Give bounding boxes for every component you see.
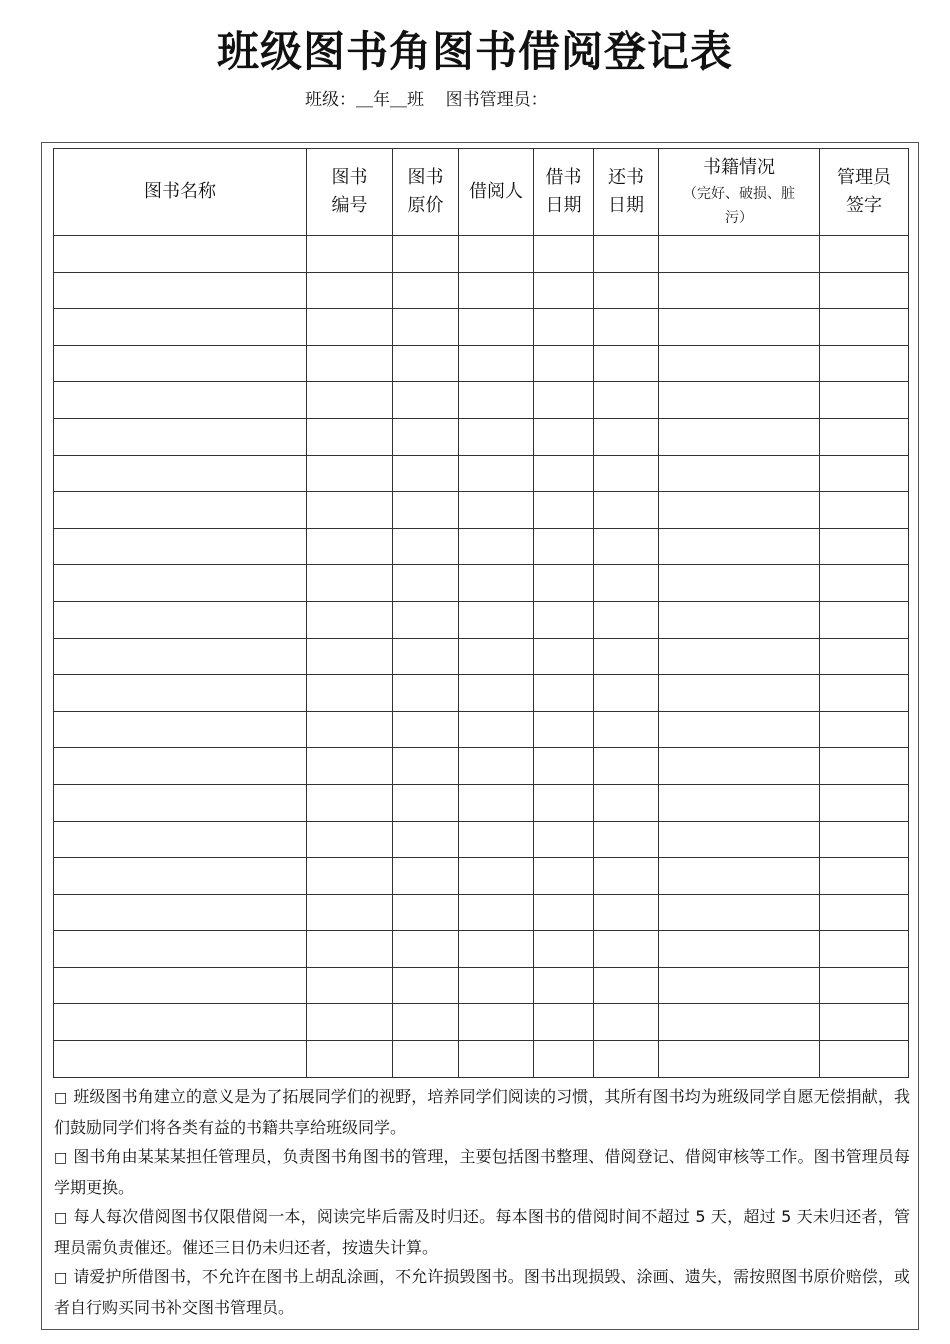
cell-number[interactable] [307,821,393,858]
cell-name[interactable] [54,711,307,748]
table-row [54,601,909,638]
cell-borrower[interactable] [459,858,534,895]
cell-signature[interactable] [820,601,909,638]
cell-name[interactable] [54,455,307,492]
cell-number[interactable] [307,492,393,529]
table-row [54,711,909,748]
cell-name[interactable] [54,345,307,382]
cell-return-date[interactable] [594,565,659,602]
cell-borrower[interactable] [459,821,534,858]
table-row [54,1041,909,1078]
cell-return-date[interactable] [594,821,659,858]
cell-borrower[interactable] [459,675,534,712]
table-row [54,675,909,712]
cell-name[interactable] [54,492,307,529]
cell-signature[interactable] [820,418,909,455]
cell-return-date[interactable] [594,601,659,638]
cell-borrow-date[interactable] [534,345,594,382]
cell-signature[interactable] [820,784,909,821]
cell-number[interactable] [307,236,393,273]
table-row [54,236,909,273]
col-admin-signature: 管理员 签字 [820,149,909,236]
cell-price[interactable] [393,821,459,858]
cell-borrower[interactable] [459,1004,534,1041]
cell-borrow-date[interactable] [534,272,594,309]
col-return-date: 还书 日期 [594,149,659,236]
cell-name[interactable] [54,967,307,1004]
cell-condition[interactable] [659,784,820,821]
table-row [54,931,909,968]
cell-borrower[interactable] [459,309,534,346]
table-body [54,236,909,1078]
cell-borrower[interactable] [459,418,534,455]
table-row [54,382,909,419]
cell-borrower[interactable] [459,455,534,492]
cell-number[interactable] [307,418,393,455]
table-row [54,858,909,895]
cell-condition[interactable] [659,528,820,565]
cell-condition[interactable] [659,858,820,895]
cell-borrow-date[interactable] [534,565,594,602]
cell-borrow-date[interactable] [534,858,594,895]
cell-name[interactable] [54,858,307,895]
cell-return-date[interactable] [594,272,659,309]
cell-name[interactable] [54,638,307,675]
cell-borrow-date[interactable] [534,967,594,1004]
col-book-name: 图书名称 [54,149,307,236]
cell-number[interactable] [307,345,393,382]
cell-condition[interactable] [659,1004,820,1041]
cell-number[interactable] [307,784,393,821]
note-item: □ 班级图书角建立的意义是为了拓展同学们的视野，培养同学们阅读的习惯，其所有图书均为班级同学自愿无偿捐献，我们鼓励同学们将各类有益的书籍共享给班级同学。 [54,1087,910,1137]
cell-borrow-date[interactable] [534,894,594,931]
cell-condition[interactable] [659,272,820,309]
note-item: □ 每人每次借阅图书仅限借阅一本，阅读完毕后需及时归还。每本图书的借阅时间不超过 5 天，超过 5 天未归还者，管理员需负责催还。催还三日仍未归还者，按遗失计算。 [54,1207,910,1257]
cell-signature[interactable] [820,931,909,968]
table-row [54,894,909,931]
cell-name[interactable] [54,601,307,638]
cell-price[interactable] [393,675,459,712]
cell-price[interactable] [393,455,459,492]
col-book-condition: 书籍情况 （完好、破损、脏 污） [659,149,820,236]
cell-name[interactable] [54,418,307,455]
cell-borrow-date[interactable] [534,821,594,858]
cell-name[interactable] [54,309,307,346]
cell-signature[interactable] [820,565,909,602]
cell-borrower[interactable] [459,345,534,382]
cell-price[interactable] [393,418,459,455]
table-row [54,528,909,565]
cell-borrower[interactable] [459,711,534,748]
cell-signature[interactable] [820,455,909,492]
cell-signature[interactable] [820,858,909,895]
table-row [54,418,909,455]
table-row [54,784,909,821]
cell-name[interactable] [54,236,307,273]
table-row [54,748,909,785]
cell-price[interactable] [393,1041,459,1078]
page-title: 班级图书角图书借阅登记表 [216,27,733,76]
cell-condition[interactable] [659,345,820,382]
cell-number[interactable] [307,272,393,309]
cell-condition[interactable] [659,894,820,931]
cell-condition[interactable] [659,418,820,455]
cell-name[interactable] [54,382,307,419]
cell-borrow-date[interactable] [534,675,594,712]
cell-number[interactable] [307,601,393,638]
cell-signature[interactable] [820,236,909,273]
cell-number[interactable] [307,748,393,785]
checkbox-icon: □ [54,1210,68,1226]
cell-price[interactable] [393,931,459,968]
cell-name[interactable] [54,675,307,712]
cell-return-date[interactable] [594,894,659,931]
cell-number[interactable] [307,967,393,1004]
note-item: □ 请爱护所借图书，不允许在图书上胡乱涂画，不允许损毁图书。图书出现损毁、涂画、遗失，需按照图书原价赔偿，或者自行购买同书补交图书管理员。 [54,1267,910,1317]
cell-number[interactable] [307,894,393,931]
cell-return-date[interactable] [594,418,659,455]
borrow-register-table [53,148,909,1078]
cell-return-date[interactable] [594,492,659,529]
table-row [54,565,909,602]
checkbox-icon: □ [54,1270,68,1286]
cell-borrower[interactable] [459,931,534,968]
cell-return-date[interactable] [594,784,659,821]
cell-number[interactable] [307,711,393,748]
cell-borrow-date[interactable] [534,418,594,455]
cell-borrower[interactable] [459,784,534,821]
cell-number[interactable] [307,382,393,419]
col-book-number: 图书 编号 [307,149,393,236]
cell-condition[interactable] [659,236,820,273]
cell-signature[interactable] [820,272,909,309]
cell-borrower[interactable] [459,492,534,529]
cell-borrower[interactable] [459,1041,534,1078]
cell-borrow-date[interactable] [534,931,594,968]
cell-price[interactable] [393,528,459,565]
cell-return-date[interactable] [594,309,659,346]
cell-borrow-date[interactable] [534,236,594,273]
cell-name[interactable] [54,821,307,858]
table-row [54,345,909,382]
col-book-price: 图书 原价 [393,149,459,236]
cell-price[interactable] [393,492,459,529]
cell-name[interactable] [54,272,307,309]
cell-borrow-date[interactable] [534,784,594,821]
cell-number[interactable] [307,931,393,968]
cell-return-date[interactable] [594,931,659,968]
cell-price[interactable] [393,711,459,748]
cell-return-date[interactable] [594,528,659,565]
cell-price[interactable] [393,1004,459,1041]
cell-number[interactable] [307,565,393,602]
cell-price[interactable] [393,236,459,273]
cell-price[interactable] [393,784,459,821]
table-row [54,821,909,858]
cell-name[interactable] [54,565,307,602]
cell-signature[interactable] [820,821,909,858]
cell-borrow-date[interactable] [534,1004,594,1041]
cell-borrower[interactable] [459,236,534,273]
cell-borrow-date[interactable] [534,492,594,529]
checkbox-icon: □ [54,1090,68,1106]
cell-return-date[interactable] [594,638,659,675]
cell-price[interactable] [393,858,459,895]
cell-price[interactable] [393,894,459,931]
cell-borrow-date[interactable] [534,1041,594,1078]
cell-return-date[interactable] [594,675,659,712]
cell-signature[interactable] [820,638,909,675]
cell-return-date[interactable] [594,1004,659,1041]
class-admin-line: 班级：＿年＿班 图书管理员： [305,90,548,110]
cell-price[interactable] [393,638,459,675]
table-row [54,967,909,1004]
cell-name[interactable] [54,894,307,931]
cell-borrower[interactable] [459,528,534,565]
cell-number[interactable] [307,455,393,492]
cell-condition[interactable] [659,675,820,712]
cell-name[interactable] [54,528,307,565]
cell-price[interactable] [393,345,459,382]
cell-name[interactable] [54,1004,307,1041]
table-row [54,309,909,346]
cell-condition[interactable] [659,638,820,675]
cell-condition[interactable] [659,931,820,968]
cell-return-date[interactable] [594,858,659,895]
cell-condition[interactable] [659,492,820,529]
cell-price[interactable] [393,601,459,638]
cell-borrower[interactable] [459,272,534,309]
cell-borrower[interactable] [459,601,534,638]
cell-signature[interactable] [820,345,909,382]
cell-price[interactable] [393,565,459,602]
cell-return-date[interactable] [594,1041,659,1078]
cell-borrow-date[interactable] [534,309,594,346]
cell-signature[interactable] [820,675,909,712]
cell-price[interactable] [393,382,459,419]
cell-return-date[interactable] [594,748,659,785]
table-header-row [54,149,909,236]
cell-price[interactable] [393,309,459,346]
cell-name[interactable] [54,748,307,785]
cell-number[interactable] [307,858,393,895]
note-item: □ 图书角由某某某担任管理员，负责图书角图书的管理，主要包括图书整理、借阅登记、借阅审核等工作。图书管理员每学期更换。 [54,1147,910,1197]
cell-signature[interactable] [820,1004,909,1041]
cell-borrower[interactable] [459,565,534,602]
cell-name[interactable] [54,931,307,968]
cell-condition[interactable] [659,821,820,858]
cell-number[interactable] [307,675,393,712]
cell-borrow-date[interactable] [534,601,594,638]
cell-number[interactable] [307,309,393,346]
table-row [54,492,909,529]
cell-signature[interactable] [820,748,909,785]
cell-signature[interactable] [820,528,909,565]
cell-condition[interactable] [659,565,820,602]
cell-borrower[interactable] [459,967,534,1004]
col-borrow-date: 借书 日期 [534,149,594,236]
table-row [54,455,909,492]
rules-notes [54,1082,910,1322]
cell-borrower[interactable] [459,638,534,675]
cell-borrower[interactable] [459,382,534,419]
cell-condition[interactable] [659,1041,820,1078]
cell-borrow-date[interactable] [534,711,594,748]
cell-borrower[interactable] [459,894,534,931]
cell-borrow-date[interactable] [534,382,594,419]
cell-price[interactable] [393,967,459,1004]
cell-condition[interactable] [659,455,820,492]
cell-condition[interactable] [659,382,820,419]
cell-return-date[interactable] [594,382,659,419]
cell-signature[interactable] [820,711,909,748]
cell-borrower[interactable] [459,748,534,785]
cell-borrow-date[interactable] [534,455,594,492]
table-row [54,1004,909,1041]
cell-signature[interactable] [820,1041,909,1078]
table-row [54,638,909,675]
cell-condition[interactable] [659,748,820,785]
checkbox-icon: □ [54,1150,68,1166]
cell-borrow-date[interactable] [534,748,594,785]
cell-condition[interactable] [659,601,820,638]
cell-signature[interactable] [820,492,909,529]
cell-condition[interactable] [659,711,820,748]
cell-return-date[interactable] [594,345,659,382]
cell-price[interactable] [393,272,459,309]
cell-signature[interactable] [820,309,909,346]
cell-return-date[interactable] [594,711,659,748]
cell-return-date[interactable] [594,236,659,273]
cell-number[interactable] [307,638,393,675]
cell-borrow-date[interactable] [534,638,594,675]
cell-return-date[interactable] [594,455,659,492]
cell-number[interactable] [307,528,393,565]
col-borrower: 借阅人 [459,149,534,236]
cell-price[interactable] [393,748,459,785]
cell-name[interactable] [54,784,307,821]
cell-condition[interactable] [659,967,820,1004]
table-row [54,272,909,309]
cell-number[interactable] [307,1041,393,1078]
cell-name[interactable] [54,1041,307,1078]
cell-signature[interactable] [820,894,909,931]
cell-condition[interactable] [659,309,820,346]
cell-borrow-date[interactable] [534,528,594,565]
cell-signature[interactable] [820,382,909,419]
cell-signature[interactable] [820,967,909,1004]
cell-return-date[interactable] [594,967,659,1004]
cell-number[interactable] [307,1004,393,1041]
